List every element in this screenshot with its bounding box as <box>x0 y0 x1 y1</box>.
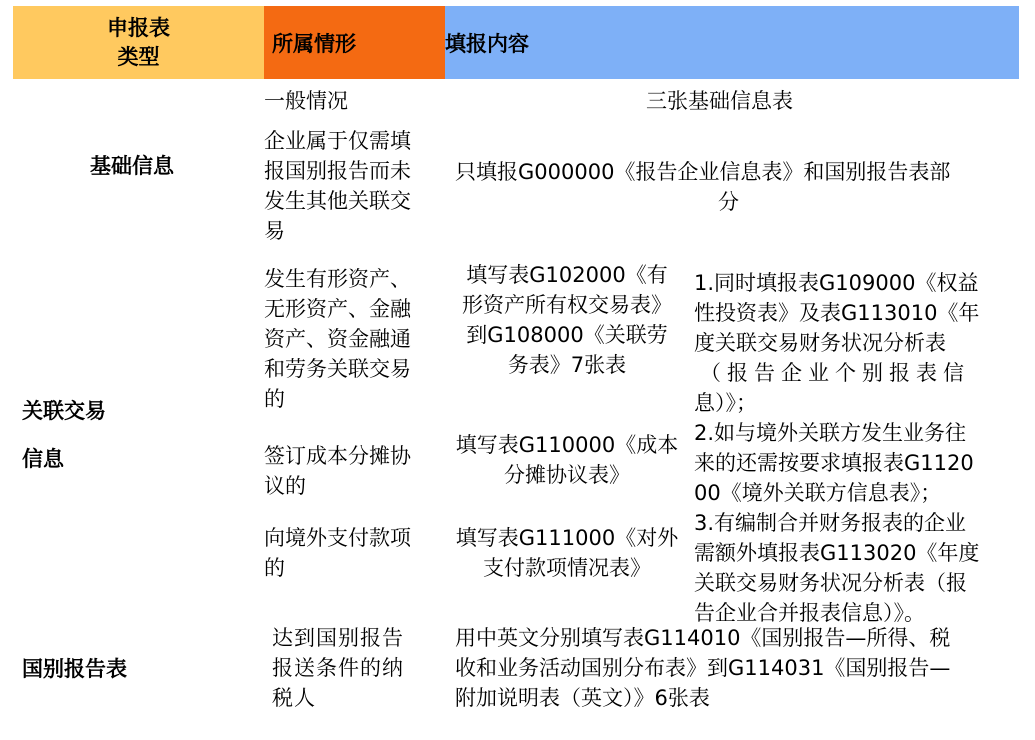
related-notes <box>694 268 1012 628</box>
situation-line: 达到国别报告 <box>272 626 404 650</box>
related-cost-sharing-forms <box>444 430 690 490</box>
content-line: 附加说明表（英文）》6张表 <box>455 686 710 710</box>
situation-line: 发生其他关联交 <box>264 189 411 213</box>
basic-cbc-only-content <box>455 157 1019 217</box>
note-line: 关联交易财务状况分析表（报 <box>694 571 967 595</box>
content-line: 只填报G000000《报告企业信息表》和国别报告表部 <box>455 160 951 184</box>
cbc-situation <box>272 623 442 713</box>
note-line: 3.有编制合并财务报表的企业 <box>694 511 967 535</box>
header-report-type-line2: 类型 <box>117 44 160 69</box>
content-line: 分 <box>718 190 739 214</box>
situation-line: 企业属于仅需填 <box>264 129 411 153</box>
type-related-party-line1: 关联交易 <box>22 399 106 423</box>
form-line: 务表》7张表 <box>507 353 627 377</box>
header-situation-label: 所属情形 <box>272 31 356 56</box>
situation-line: 易 <box>264 219 285 243</box>
header-situation <box>264 6 445 79</box>
related-outbound-payment-forms <box>444 523 690 583</box>
form-line: 到G108000《关联劳 <box>466 323 668 347</box>
situation-line: 资产、资金融通 <box>264 327 411 351</box>
note-line: 00《境外关联方信息表》； <box>694 481 942 505</box>
note-line: 1.同时填报表G109000《权益 <box>694 271 979 295</box>
form-line: 填写表G111000《对外 <box>455 526 679 550</box>
header-report-type-line1: 申报表 <box>107 15 170 40</box>
form-line: 填写表G110000《成本 <box>455 433 679 457</box>
form-line: 填写表G102000《有 <box>466 263 668 287</box>
header-report-type <box>13 6 264 79</box>
form-line: 分摊协议表》 <box>504 463 630 487</box>
content-line: 用中英文分别填写表G114010《国别报告—所得、税 <box>455 626 951 650</box>
note-line: 度关联交易财务状况分析表 <box>694 331 946 355</box>
type-basic-info: 基础信息 <box>90 154 174 178</box>
form-line: 支付款项情况表》 <box>483 556 651 580</box>
note-line: 息）》； <box>694 391 757 415</box>
situation-line: 发生有形资产、 <box>264 267 411 291</box>
type-cbc-report: 国别报告表 <box>22 657 127 681</box>
basic-general-content: 三张基础信息表 <box>646 89 793 113</box>
note-line: 需额外填报表G113020《年度 <box>694 541 980 565</box>
situation-line: 报国别报告而未 <box>264 159 411 183</box>
related-tangible-forms <box>444 260 690 380</box>
situation-line: 议的 <box>264 474 306 498</box>
header-content <box>445 6 1019 79</box>
related-tangible-situation <box>264 264 448 414</box>
situation-line: 税人 <box>272 686 316 710</box>
form-line: 形资产所有权交易表》 <box>462 293 672 317</box>
situation-line: 向境外支付款项 <box>264 526 411 550</box>
type-related-party-line2: 信息 <box>22 447 64 471</box>
situation-line: 和劳务关联交易 <box>264 357 411 381</box>
content-line: 收和业务活动国别分布表》到G114031《国别报告— <box>455 656 951 680</box>
cbc-content <box>455 623 1020 713</box>
situation-line: 报送条件的纳 <box>272 656 404 680</box>
situation-line: 的 <box>264 556 285 580</box>
note-line: 性投资表》及表G113010《年 <box>694 301 980 325</box>
related-cost-sharing-situation <box>264 441 448 501</box>
note-line: 来的还需按要求填报表G1120 <box>694 451 974 475</box>
note-line: （报告企业个别报表信 <box>700 361 970 385</box>
situation-line: 无形资产、金融 <box>264 297 411 321</box>
note-line: 告企业合并报表信息）》。 <box>694 601 925 625</box>
basic-general-situation: 一般情况 <box>264 89 348 113</box>
note-line: 2.如与境外关联方发生业务往 <box>694 421 967 445</box>
situation-line: 的 <box>264 387 285 411</box>
basic-cbc-only-situation <box>264 126 448 246</box>
related-outbound-payment-situation <box>264 523 448 583</box>
header-content-label: 填报内容 <box>445 31 529 56</box>
situation-line: 签订成本分摊协 <box>264 444 411 468</box>
